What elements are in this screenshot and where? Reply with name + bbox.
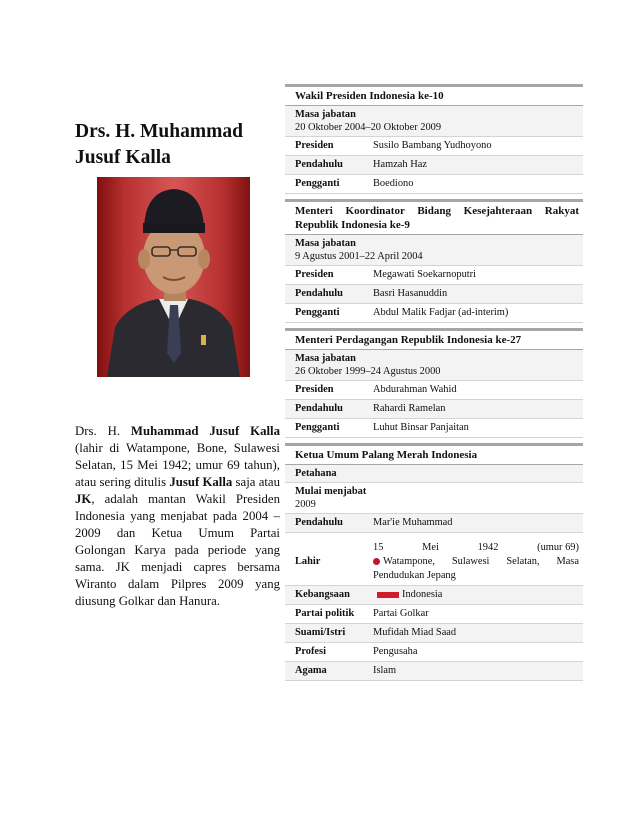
row-value: Partai Golkar <box>373 608 429 619</box>
row-key: Presiden <box>295 384 334 395</box>
row-key: Pendahulu <box>295 288 343 299</box>
row-pendahulu <box>285 285 583 304</box>
row-presiden <box>285 137 583 156</box>
start-block <box>285 483 583 514</box>
row-value: Mufidah Miad Saad <box>373 627 457 638</box>
row-value: Susilo Bambang Yudhoyono <box>373 140 492 151</box>
row-key: Agama <box>295 665 327 676</box>
row-value: Islam <box>373 665 397 676</box>
row-presiden <box>285 381 583 400</box>
location-dot-icon <box>373 558 380 565</box>
row-value: Mar'ie Muhammad <box>373 517 453 528</box>
row-key: Pendahulu <box>295 403 343 414</box>
row-key: Pendahulu <box>295 517 343 528</box>
start-value: 2009 <box>295 499 316 510</box>
section-heading: Menteri Perdagangan Republik Indonesia ke-27 <box>285 328 583 350</box>
birth-place-1: Watampone, <box>383 556 435 567</box>
bio-short-name: Jusuf Kalla <box>169 475 233 489</box>
bio-text-1: Drs. H. <box>75 424 131 438</box>
biography-paragraph <box>75 423 280 610</box>
row-key: Pendahulu <box>295 159 343 170</box>
row-key: Kebangsaan <box>295 589 350 600</box>
bio-initials: JK <box>75 492 92 506</box>
term-value: 26 Oktober 1999–24 Agustus 2000 <box>295 366 441 377</box>
section-heading: Ketua Umum Palang Merah Indonesia <box>285 443 583 465</box>
birth-day: 15 <box>373 542 384 553</box>
row-partai <box>285 605 583 624</box>
row-key: Presiden <box>295 269 334 280</box>
section-vice-president <box>285 84 583 194</box>
row-pendahulu <box>285 514 583 533</box>
section-heading <box>285 199 583 235</box>
row-key: Pengganti <box>295 178 340 189</box>
birth-place-line <box>373 555 579 569</box>
row-value: Basri Hasanuddin <box>373 288 448 299</box>
section-trade-minister <box>285 328 583 438</box>
row-value: Boediono <box>373 178 414 189</box>
section-heading-line1: Menteri Koordinator Bidang Kesejahteraan Rakyat <box>295 205 579 217</box>
term-block <box>285 235 583 266</box>
row-key: Partai politik <box>295 608 355 619</box>
row-key: Pengganti <box>295 307 340 318</box>
row-value: Abdul Malik Fadjar (ad-interim) <box>373 307 509 318</box>
row-value: Rahardi Ramelan <box>373 403 446 414</box>
infobox <box>285 84 583 686</box>
birth-age: (umur 69) <box>537 542 579 553</box>
row-pendahulu <box>285 400 583 419</box>
row-value <box>373 541 579 583</box>
row-value: Luhut Binsar Panjaitan <box>373 422 469 433</box>
row-key: Presiden <box>295 140 334 151</box>
bio-text-3: saja atau <box>232 475 281 489</box>
term-label: Masa jabatan <box>295 353 356 364</box>
row-pengganti <box>285 304 583 323</box>
portrait-photo <box>97 177 250 377</box>
start-label: Mulai menjabat <box>295 486 367 497</box>
term-block <box>285 350 583 381</box>
row-profesi <box>285 643 583 662</box>
birth-era: Pendudukan Jepang <box>373 570 456 581</box>
birth-place-3: Selatan, <box>506 556 540 567</box>
bio-text-2: (lahir di Watampone, Bone, Sulawesi Selatan, 15 Mei 1942; umur 69 tahun), atau sering ditulis <box>75 441 280 489</box>
birth-place-2: Sulawesi <box>451 556 490 567</box>
petahana-block <box>285 465 583 483</box>
row-pasangan <box>285 624 583 643</box>
row-pendahulu <box>285 156 583 175</box>
row-lahir <box>285 539 583 586</box>
row-value: Abdurahman Wahid <box>373 384 457 395</box>
row-key: Profesi <box>295 646 326 657</box>
section-red-cross <box>285 443 583 681</box>
page-title: Drs. H. Muhammad Jusuf Kalla <box>75 121 243 168</box>
indonesia-flag-icon <box>377 592 399 598</box>
row-value <box>373 588 579 602</box>
birth-year: 1942 <box>477 542 499 553</box>
section-heading: Wakil Presiden Indonesia ke-10 <box>285 84 583 106</box>
petahana-label: Petahana <box>295 468 337 479</box>
bio-full-name: Muhammad Jusuf Kalla <box>130 424 280 438</box>
section-heading-line2: Republik Indonesia ke-9 <box>295 219 410 231</box>
term-value: 9 Agustus 2001–22 April 2004 <box>295 251 423 262</box>
row-kebangsaan <box>285 586 583 605</box>
row-value: Megawati Soekarnoputri <box>373 269 477 280</box>
term-label: Masa jabatan <box>295 109 356 120</box>
term-value: 20 Oktober 2004–20 Oktober 2009 <box>295 122 442 133</box>
row-key: Pengganti <box>295 422 340 433</box>
row-value: Hamzah Haz <box>373 159 427 170</box>
row-key: Lahir <box>295 556 321 567</box>
row-agama <box>285 662 583 681</box>
bio-text-4: , adalah mantan Wakil Presiden Indonesia yang menjabat pada 2004 – 2009 dan Ketua Umum Partai Golongan Karya pada periode yang sama. JK menjadi capres bersama Wiranto dalam Pilpres 2009 yang diusung Golkar dan Hanura. <box>75 492 280 608</box>
row-pengganti <box>285 175 583 194</box>
birth-place-4: Masa <box>556 556 579 567</box>
birth-month: Mei <box>422 542 439 553</box>
nationality-text: Indonesia <box>402 589 443 600</box>
row-key: Suami/Istri <box>295 627 346 638</box>
term-block <box>285 106 583 137</box>
section-coordinating-minister <box>285 199 583 323</box>
row-pengganti <box>285 419 583 438</box>
birth-date-line <box>373 541 579 555</box>
term-label: Masa jabatan <box>295 238 356 249</box>
row-presiden <box>285 266 583 285</box>
row-value: Pengusaha <box>373 646 418 657</box>
